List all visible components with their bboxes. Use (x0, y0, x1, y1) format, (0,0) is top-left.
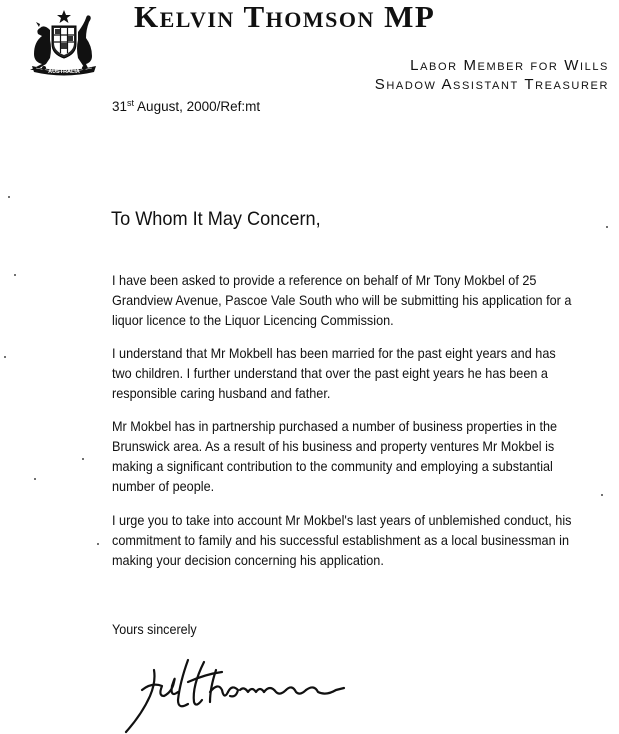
date-day: 31 (112, 99, 128, 114)
paragraph-line: number of people. (112, 478, 215, 494)
paragraph-line: making a significant contribution to the community and employing a substantial (112, 458, 553, 474)
paragraph-line: commitment to family and his successful establishment as a local businessman in (112, 532, 570, 548)
member-for-line: Labor Member for Wills (410, 57, 609, 74)
paragraph-line: Mr Mokbel has in partnership purchased a number of business properties in the (112, 418, 558, 434)
paragraph-line: Grandview Avenue, Pascoe Vale South who will be submitting his application for a (112, 292, 572, 308)
signature-image (118, 652, 350, 734)
scan-speck (14, 274, 16, 276)
scan-speck (97, 543, 99, 545)
date-rest: August, 2000/Ref:mt (134, 99, 261, 114)
paragraph-line: I have been asked to provide a reference on behalf of Mr Tony Mokbel of 25 (112, 272, 537, 288)
paragraph-line: responsible caring husband and father. (112, 385, 331, 401)
scan-speck (4, 356, 6, 358)
portfolio-line: Shadow Assistant Treasurer (374, 76, 609, 93)
paragraph-line: liquor licence to the Liquor Licencing Commission. (112, 312, 394, 328)
paragraph-line: I urge you to take into account Mr Mokbel's last years of unblemished conduct, his (112, 512, 572, 528)
closing-phrase: Yours sincerely (112, 622, 197, 637)
scan-speck (34, 478, 36, 480)
scan-speck (606, 226, 608, 228)
salutation: To Whom It May Concern, (111, 208, 321, 230)
scan-speck (8, 196, 10, 198)
date-reference-line (112, 98, 260, 114)
paragraph-family (112, 343, 605, 403)
paragraph-reference-request (112, 270, 605, 330)
scan-speck (82, 458, 84, 460)
paragraph-line: making your decision concerning his application. (112, 552, 384, 568)
paragraph-business (112, 416, 605, 496)
coat-of-arms-icon (20, 8, 108, 80)
paragraph-line: I understand that Mr Mokbell has been married for the past eight years and has (112, 345, 556, 361)
crest-ribbon-text: AUSTRALIA (48, 69, 80, 75)
paragraph-line: two children. I further understand that over the past eight years he has been a (112, 365, 548, 381)
mp-name-heading: Kelvin Thomson MP (134, 0, 436, 34)
paragraph-line: Brunswick area. As a result of his business and property ventures Mr Mokbel is (112, 438, 555, 454)
date-suffix: st (127, 98, 135, 108)
paragraph-urging (112, 510, 605, 570)
scan-speck (601, 494, 603, 496)
